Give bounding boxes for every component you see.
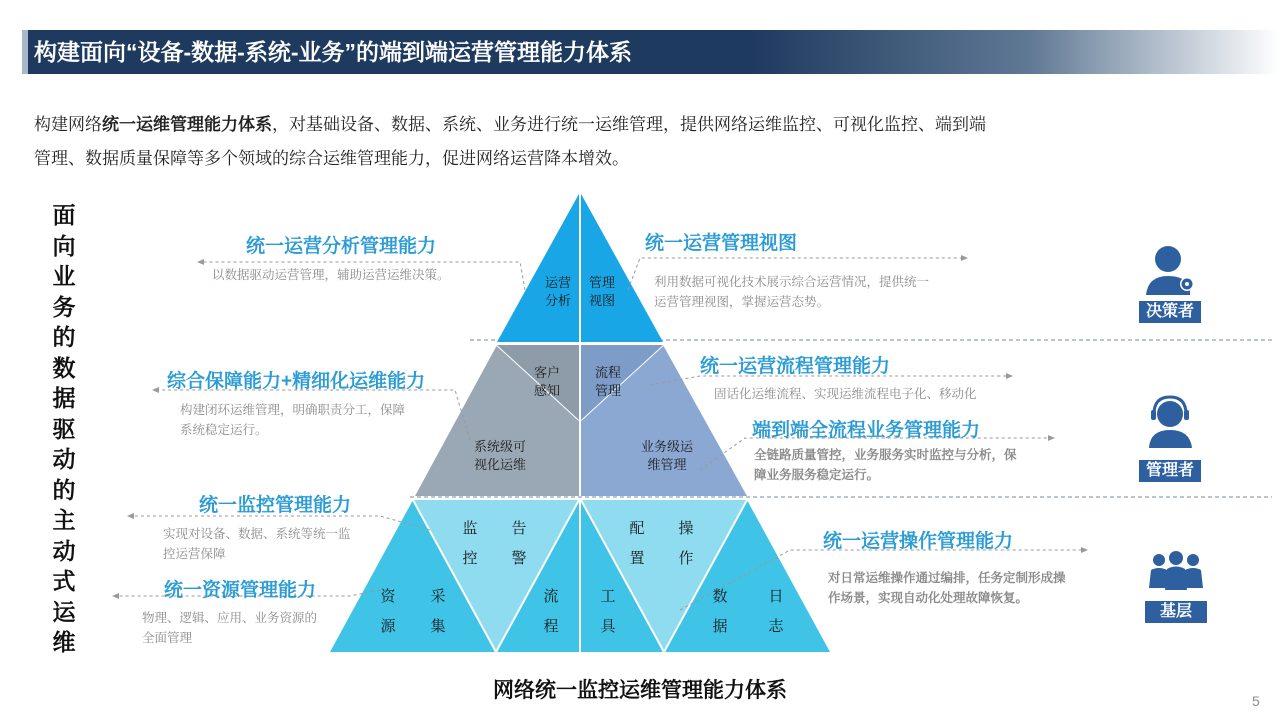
right-item-3-title: 端到端全流程业务管理能力	[752, 420, 981, 441]
label-alarm: 告 警	[511, 520, 527, 567]
left-item-2-desc: 构建闭环运维管理，明确职责分工，保障 系统稳定运行。	[180, 403, 406, 437]
label-collect: 采 集	[430, 588, 446, 635]
decision-maker-icon	[1146, 246, 1194, 295]
arrow-right-4	[1081, 547, 1088, 553]
label-top-right: 管理 视图	[588, 275, 615, 308]
arrow-left-2	[152, 387, 159, 393]
left-item-3-title: 统一监控管理能力	[199, 495, 352, 516]
page-title: 构建面向“设备-数据-系统-业务”的端到端运营管理能力体系	[34, 39, 632, 65]
role-staff: 基层	[1145, 601, 1207, 623]
left-item-1-desc: 以数据驱动运营管理，辅助运营运维决策。	[212, 268, 450, 282]
right-item-2-title: 统一运营流程管理能力	[700, 356, 891, 377]
right-item-1-title: 统一运营管理视图	[645, 233, 798, 254]
left-item-4-desc: 物理、逻辑、应用、业务资源的 全面管理	[142, 611, 318, 645]
label-data: 数 据	[712, 588, 728, 635]
label-log: 日 志	[768, 588, 784, 635]
left-item-4-title: 统一资源管理能力	[164, 580, 317, 601]
intro-rest-1: ，对基础设备、数据、系统、业务进行统一运维管理，提供网络运维监控、可视化监控、端到端	[272, 115, 986, 134]
arrow-right-2	[1006, 373, 1013, 379]
right-item-1-desc: 利用数据可视化技术展示综合运营情况，提供统一 运营管理视图，掌握运营态势。	[654, 275, 930, 309]
arrow-right-1	[961, 255, 968, 261]
label-system-visual-ops: 系统级可 视化运维	[473, 439, 526, 472]
arrow-right-3	[1048, 435, 1055, 441]
tier-top-right	[580, 192, 663, 342]
page-number: 5	[1252, 693, 1260, 709]
label-monitor: 监 控	[462, 520, 478, 567]
right-item-4-title: 统一运营操作管理能力	[823, 531, 1014, 552]
right-item-4-desc: 对日常运维操作通过编排，任务定制形成操 作场景，实现自动化处理故障恢复。	[828, 571, 1066, 605]
left-item-3-desc: 实现对设备、数据、系统等统一监 控运营保障	[163, 527, 351, 561]
role-manager: 管理者	[1139, 460, 1201, 482]
label-top-left: 运营 分析	[544, 275, 571, 308]
left-item-1-title: 统一运营分析管理能力	[246, 236, 437, 257]
tier-top-left	[497, 192, 580, 342]
label-process-management: 流程 管理	[594, 365, 621, 398]
label-resource: 资 源	[380, 588, 396, 635]
intro-prefix: 构建网络	[34, 115, 102, 134]
intro-bold: 统一运维管理能力体系	[102, 115, 272, 134]
label-tool: 工 具	[600, 588, 616, 635]
role-decision-maker: 决策者	[1139, 301, 1201, 323]
intro-rest-2: 管理、数据质量保障等多个领域的综合运维管理能力，促进网络运营降本增效。	[34, 149, 629, 168]
right-item-3-desc: 全链路质量管控，业务服务实时监控与分析，保 障业务服务稳定运行。	[754, 448, 1017, 482]
arrow-left-1	[197, 259, 204, 265]
label-flow: 流 程	[543, 588, 559, 635]
label-config: 配 置	[629, 520, 645, 567]
staff-icon	[1149, 551, 1203, 590]
label-business-ops: 业务级运 维管理	[640, 439, 693, 472]
arrow-left-3	[127, 513, 134, 519]
vertical-title: 面向业务的数据驱动的主动式运维	[52, 202, 76, 655]
left-item-2-title: 综合保障能力+精细化运维能力	[167, 371, 426, 392]
label-operate: 操 作	[678, 520, 694, 567]
right-item-2-desc: 固话化运维流程、实现运维流程电子化、移动化	[714, 387, 977, 401]
diagram-caption: 网络统一监控运维管理能力体系	[493, 679, 787, 702]
label-customer-perception: 客户 感知	[533, 365, 560, 398]
arrow-left-4	[112, 593, 119, 599]
manager-icon	[1149, 397, 1192, 448]
